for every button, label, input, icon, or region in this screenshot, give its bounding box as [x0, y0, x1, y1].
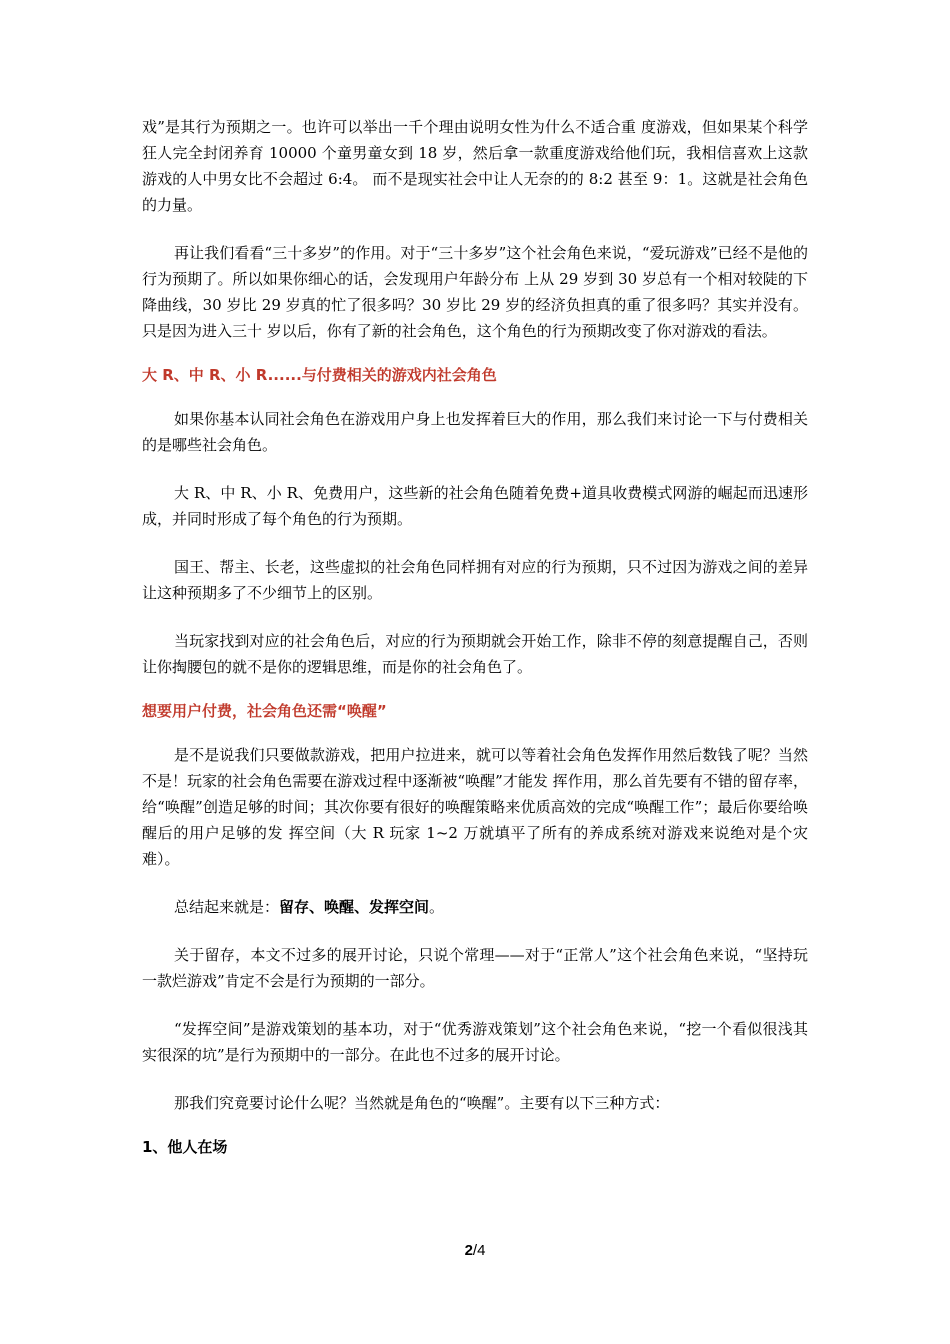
summary-keywords: 留存、唤醒、发挥空间: [279, 898, 430, 916]
paragraph-9: 关于留存，本文不过多的展开讨论，只说个常理——对于“正常人”这个社会角色来说，“坚持玩一款烂游戏”肯定不会是行为预期的一部分。: [142, 946, 808, 990]
summary-prefix: 总结起来就是：: [174, 898, 280, 916]
page-number-total: 4: [477, 1242, 486, 1259]
paragraph-5: 国王、帮主、长老，这些虚拟的社会角色同样拥有对应的行为预期，只不过因为游戏之间的差异让这种预期多了不少细节上的区别。: [142, 558, 808, 602]
paragraph-2: 再让我们看看“三十多岁”的作用。对于“三十多岁”这个社会角色来说，“爱玩游戏”已经不是他的行为预期了。所以如果你细心的话，会发现用户年龄分布 上从 29 岁到 30 岁总有一个相对较陡的下降曲线，30 岁比 29 岁真的忙了很多吗？30 岁比 29 岁的经济负担真的重了很多吗？其实并没有。只是因为进入三十 岁以后，你有了新的社会角色，这个角色的行为预期改变了你对游戏的看法。: [142, 244, 808, 340]
paragraph-7: 是不是说我们只要做款游戏，把用户拉进来，就可以等着社会角色发挥作用然后数钱了呢？当然不是！玩家的社会角色需要在游戏过程中逐渐被“唤醒”才能发 挥作用，那么首先要有不错的留存率，给“唤醒”创造足够的时间；其次你要有很好的唤醒策略来优质高效的完成“唤醒工作”；最后你要给唤醒后的用户足够的发 挥空间（大 R 玩家 1~2 万就填平了所有的养成系统对游戏来说绝对是个灾难）。: [142, 746, 808, 868]
page-number-separator: /: [472, 1242, 478, 1259]
paragraph-6: 当玩家找到对应的社会角色后，对应的行为预期就会开始工作，除非不停的刻意提醒自己，否则让你掏腰包的就不是你的逻辑思维，而是你的社会角色了。: [142, 632, 808, 676]
paragraph-3: 如果你基本认同社会角色在游戏用户身上也发挥着巨大的作用，那么我们来讨论一下与付费相关的是哪些社会角色。: [142, 410, 808, 454]
paragraph-1: 戏”是其行为预期之一。也许可以举出一千个理由说明女性为什么不适合重 度游戏，但如果某个科学狂人完全封闭养育 10000 个童男童女到 18 岁，然后拿一款重度游戏给他们玩，我相信喜欢上这款游戏的人中男女比不会超过 6:4。 而不是现实社会中让人无奈的的 8:2 甚至 9：1。这就是社会角色的力量。: [142, 118, 808, 214]
paragraph-11: 那我们究竟要讨论什么呢？当然就是角色的“唤醒”。主要有以下三种方式：: [174, 1094, 670, 1112]
page-number-current: 2: [464, 1242, 473, 1259]
section-heading-awaken-roles: 想要用户付费，社会角色还需“唤醒”: [142, 702, 387, 720]
summary-suffix: 。: [429, 898, 445, 916]
section-heading-paying-roles: 大 R、中 R、小 R......与付费相关的游戏内社会角色: [142, 366, 497, 384]
subsection-heading-others-present: 1、他人在场: [142, 1138, 228, 1156]
paragraph-10: “发挥空间”是游戏策划的基本功，对于“优秀游戏策划”这个社会角色来说，“挖一个看似很浅其实很深的坑”是行为预期中的一部分。在此也不过多的展开讨论。: [142, 1020, 808, 1064]
document-body: [142, 114, 808, 1160]
page-number: [0, 1242, 950, 1259]
paragraph-8: [142, 894, 808, 920]
paragraph-4: 大 R、中 R、小 R、免费用户，这些新的社会角色随着免费+道具收费模式网游的崛起而迅速形成，并同时形成了每个角色的行为预期。: [142, 484, 808, 528]
